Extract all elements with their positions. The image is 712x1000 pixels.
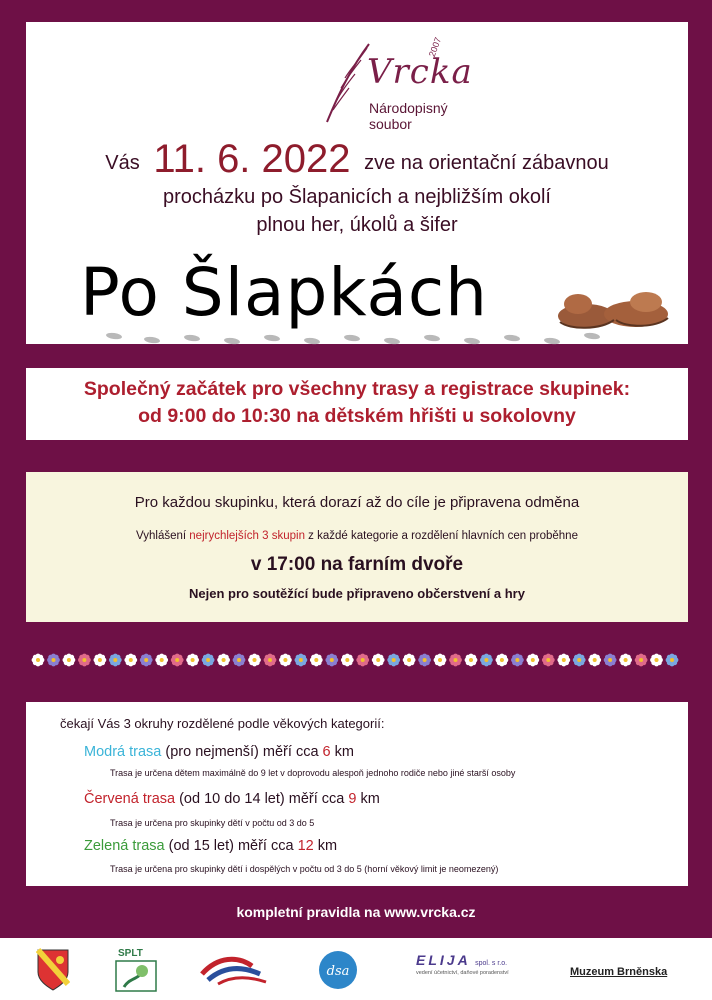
route-green-age: (od 15 let) měří cca [164, 838, 298, 854]
route-blue-unit: km [330, 744, 354, 760]
flower-icon [217, 654, 230, 667]
flower-icon [140, 654, 153, 667]
flower-icon [557, 654, 570, 667]
start-line-1: Společný začátek pro všechny trasy a registrace skupinek: [83, 378, 631, 400]
flower-icon [635, 654, 648, 667]
rules-link[interactable]: kompletní pravidla na www.vrcka.cz [236, 904, 476, 920]
flower-icon [171, 654, 184, 667]
flower-icon [542, 654, 555, 667]
event-date: 11. 6. 2022 [153, 137, 351, 181]
regional-logo-icon [198, 954, 270, 988]
flower-icon [295, 654, 308, 667]
intro-line-1 [26, 137, 688, 181]
elija-subtitle: vedení účetnictví, daňové poradenství [416, 970, 509, 976]
route-blue-km: 6 [322, 744, 331, 760]
flower-icon [480, 654, 493, 667]
flower-icon [356, 654, 369, 667]
flower-icon [588, 654, 601, 667]
svg-text:dsa: dsa [326, 964, 350, 979]
refreshments: Nejen pro soutěžící bude připraveno občerstvení a hry [189, 586, 525, 601]
header-panel [26, 22, 688, 344]
flower-icon [325, 654, 338, 667]
route-red-name: Červená trasa [84, 791, 176, 807]
route-red-age: (od 10 do 14 let) měří cca [175, 791, 349, 807]
logo-year: 2007 [426, 35, 444, 59]
flower-icon [202, 654, 215, 667]
intro-vas: Vás [105, 152, 140, 174]
flower-icon [449, 654, 462, 667]
flower-icon [573, 654, 586, 667]
logo-script: Vrcka [367, 52, 473, 92]
splt-label: SPLT [118, 948, 143, 959]
reward-line-2-pre: Vyhlášení [136, 530, 190, 542]
flower-icon [63, 654, 76, 667]
elija-suffix: spol. s r.o. [475, 960, 508, 967]
flower-icon [666, 654, 679, 667]
route-red-note: Trasa je určena pro skupinky dětí v počtu od 3 do 5 [110, 818, 315, 828]
reward-line-1: Pro každou skupinku, která dorazí až do cíle je připravena odměna [134, 494, 580, 511]
route-blue-name: Modrá trasa [84, 744, 162, 760]
flower-icon [264, 654, 277, 667]
shoes-icon [556, 274, 674, 334]
flower-icon [109, 654, 122, 667]
splt-logo [114, 948, 158, 996]
flower-icon [650, 654, 663, 667]
flower-icon [403, 654, 416, 667]
flower-icon [418, 654, 431, 667]
route-blue-note: Trasa je určena dětem maximálně do 9 let v doprovodu alespoň jednoho rodiče nebo jiné starší osoby [110, 768, 516, 778]
reward-line-2 [26, 530, 688, 542]
vrcka-logo [321, 30, 481, 130]
event-title: Po Šlapkách [80, 254, 488, 331]
logo-subtitle: Národopisný soubor [369, 100, 448, 132]
route-blue-age: (pro nejmenší) měří cca [161, 744, 323, 760]
routes-title: čekají Vás 3 okruhy rozdělené podle věkových kategorií: [60, 716, 385, 731]
intro-line-1-rest: zve na orientační zábavnou [364, 152, 609, 174]
route-blue [84, 744, 354, 760]
flower-icon [279, 654, 292, 667]
tree-icon [114, 959, 158, 993]
reward-panel [26, 472, 688, 622]
flower-icon [78, 654, 91, 667]
flower-icon [233, 654, 246, 667]
route-red-km: 9 [348, 791, 357, 807]
flower-icon [310, 654, 323, 667]
route-red-unit: km [356, 791, 380, 807]
route-red [84, 791, 380, 807]
elija-name: ELIJA [416, 952, 471, 968]
flower-icon [372, 654, 385, 667]
elija-logo [416, 952, 509, 976]
flower-icon [341, 654, 354, 667]
flower-icon [94, 654, 107, 667]
reward-time: v 17:00 na farním dvoře [250, 554, 464, 575]
coat-of-arms-icon [36, 948, 70, 992]
start-info-panel [26, 368, 688, 440]
flower-icon [465, 654, 478, 667]
flower-icon [496, 654, 509, 667]
flower-icon [387, 654, 400, 667]
intro-line-3: plnou her, úkolů a šifer [256, 214, 458, 236]
flower-icon [124, 654, 137, 667]
start-info [26, 368, 688, 430]
route-green-km: 12 [297, 838, 314, 854]
flower-icon [248, 654, 261, 667]
route-green-note: Trasa je určena pro skupinky dětí i dospělých v počtu od 3 do 5 (horní věkový limit je neomezený) [110, 864, 499, 874]
reward-line-2-post: z každé kategorie a rozdělení hlavních cen proběhne [304, 530, 578, 542]
route-green-name: Zelená trasa [84, 838, 165, 854]
flower-icon [47, 654, 60, 667]
muzeum-brnenska-logo: Muzeum Brněnska [570, 966, 668, 978]
start-line-2: od 9:00 do 10:30 na dětském hřišti u sokolovny [138, 405, 576, 427]
route-green [84, 838, 337, 854]
flower-icon [32, 654, 45, 667]
reward-highlight: nejrychlejších 3 skupin [189, 530, 305, 542]
flower-icon [155, 654, 168, 667]
route-green-unit: km [313, 838, 338, 854]
flower-icon [604, 654, 617, 667]
dsa-logo-icon [318, 950, 358, 990]
flower-icon [434, 654, 447, 667]
sponsor-footer [0, 938, 712, 1000]
routes-panel [26, 702, 688, 886]
flower-icon [186, 654, 199, 667]
flower-icon [511, 654, 524, 667]
flower-icon [619, 654, 632, 667]
flower-border-decoration [30, 650, 680, 670]
footprints-icon [104, 326, 624, 348]
flower-icon [526, 654, 539, 667]
intro-line-2: procházku po Šlapanicích a nejbližším okolí [163, 186, 551, 208]
